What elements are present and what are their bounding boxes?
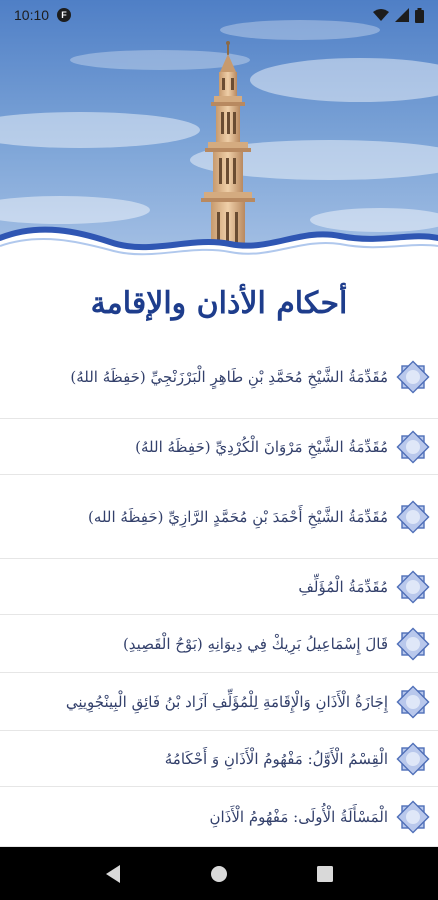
header-image <box>0 0 438 270</box>
list-item-label: قَالَ إِسْمَاعِيلُ بَرِيكْ فِي دِيوَانِهِ (بَوْحُ الْقَصِيدِ) <box>122 634 388 653</box>
star-octagon-icon <box>396 360 430 394</box>
list-item-label: الْقِسْمُ الْأَوَّلُ: مَفْهُومُ الْأَذَانِ وَ أَحْكَامُهُ <box>164 749 388 768</box>
recents-button[interactable] <box>313 862 337 886</box>
list-item-label: مُقَدِّمَةُ الشَّيْخِ مُحَمَّدِ بْنِ طَاهِرٍ الْبَرْزَنْجِيِّ (حَفِظَهُ اللهُ) <box>70 367 388 386</box>
home-icon <box>209 864 229 884</box>
star-octagon-icon <box>396 430 430 464</box>
list-item-label: مُقَدِّمَةُ الشَّيْخِ أَحْمَدَ بْنِ مُحَمَّدٍ الرَّازِيِّ (حَفِظَهُ الله) <box>88 507 388 526</box>
list-item[interactable] <box>0 335 438 419</box>
star-octagon-icon <box>396 500 430 534</box>
list-item-label: مُقَدِّمَةُ الشَّيْخِ مَرْوَانَ الْكُرْدِيِّ (حَفِظَهُ اللهُ) <box>135 437 388 456</box>
list-item[interactable] <box>0 559 438 615</box>
back-button[interactable] <box>101 862 125 886</box>
recents-icon <box>316 865 334 883</box>
page-title: أحكام الأذان والإقامة <box>90 286 348 321</box>
list-item-label: الْمَسْأَلَةُ الْأُولَى: مَفْهُومُ الْأَذَانِ <box>209 807 388 826</box>
star-octagon-icon <box>396 742 430 776</box>
star-octagon-icon <box>396 627 430 661</box>
star-octagon-icon <box>396 685 430 719</box>
status-time: 10:10 <box>14 7 50 23</box>
chapter-list <box>0 335 438 847</box>
list-item[interactable] <box>0 787 438 847</box>
list-item-label: مُقَدِّمَةُ الْمُؤَلِّفِ <box>298 577 388 596</box>
navigation-bar <box>0 847 438 900</box>
battery-icon <box>415 8 424 23</box>
list-item[interactable] <box>0 731 438 787</box>
app-notification-icon: F <box>57 8 71 22</box>
list-item[interactable] <box>0 475 438 559</box>
signal-icon <box>395 8 409 22</box>
wifi-icon <box>373 8 389 22</box>
list-item[interactable] <box>0 419 438 475</box>
status-bar <box>0 0 438 30</box>
star-octagon-icon <box>396 800 430 834</box>
list-item-label: إِجَازَةُ الْأَذَانِ وَالْإِقَامَةِ لِلْمُؤَلِّفِ آزَاد بْنُ فَائِقِ الْبِينْجُوِينِي <box>65 692 388 711</box>
list-item[interactable] <box>0 673 438 731</box>
home-button[interactable] <box>207 862 231 886</box>
list-item[interactable] <box>0 615 438 673</box>
star-octagon-icon <box>396 570 430 604</box>
back-icon <box>104 864 122 884</box>
